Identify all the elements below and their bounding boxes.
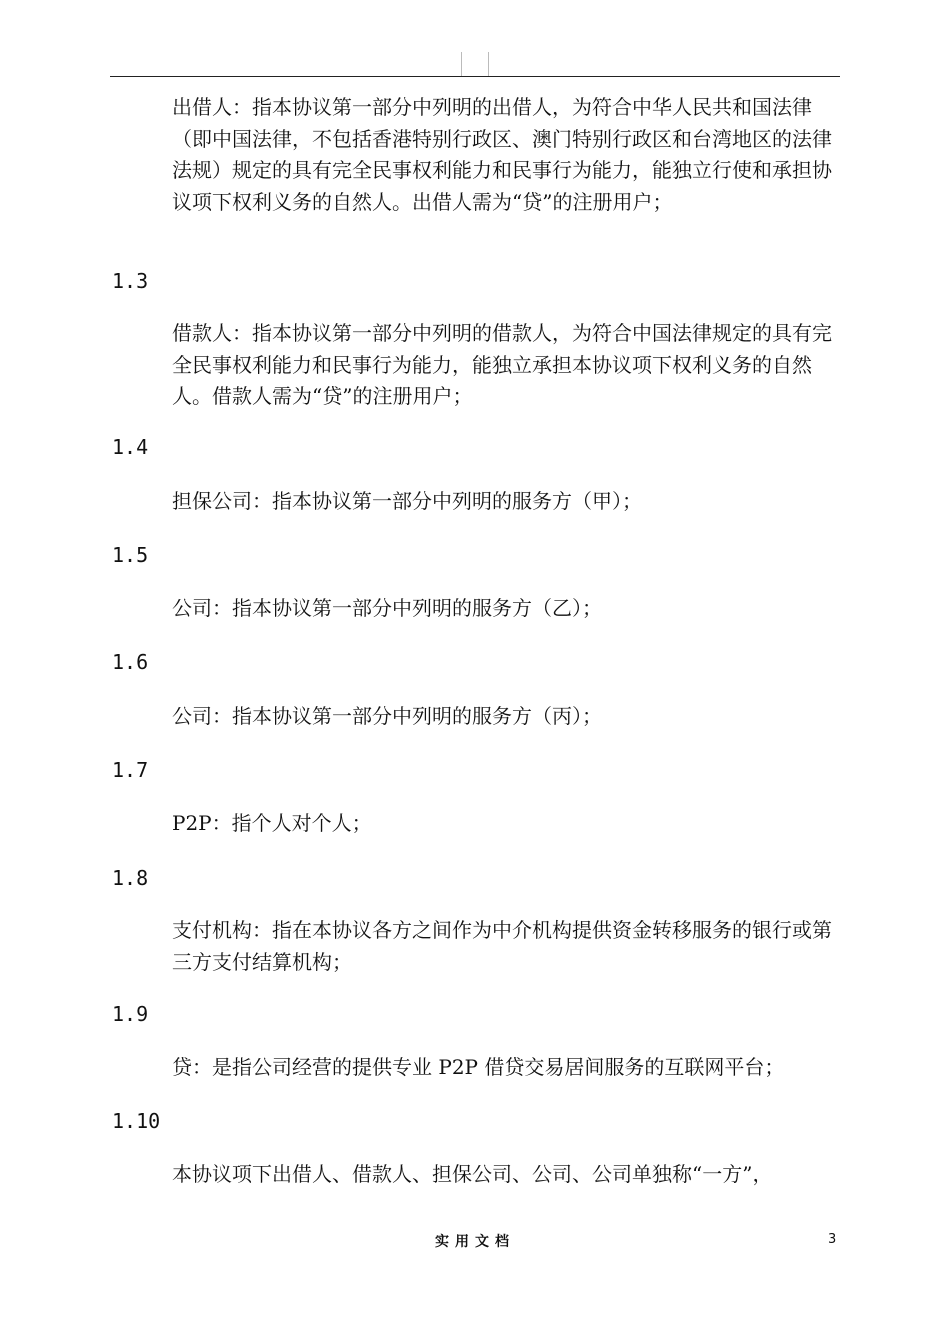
paragraph-borrower: 借款人：指本协议第一部分中列明的借款人，为符合中国法律规定的具有完全民事权利能力和民事行为能力，能独立承担本协议项下权利义务的自然人。借款人需为“贷”的注册用户； <box>172 321 832 408</box>
section-number-1-5: 1.5 <box>112 543 149 567</box>
header-rule <box>110 76 840 77</box>
section-number-1-4: 1.4 <box>112 435 149 459</box>
header-marker <box>461 52 489 76</box>
paragraph-platform: 贷：是指公司经营的提供专业 P2P 借贷交易居间服务的互联网平台； <box>172 1055 785 1079</box>
section-number-1-3: 1.3 <box>112 269 149 293</box>
paragraph-guarantor: 担保公司：指本协议第一部分中列明的服务方（甲）； <box>172 489 642 513</box>
paragraph-company-b: 公司：指本协议第一部分中列明的服务方（乙）； <box>172 596 602 620</box>
section-number-1-8: 1.8 <box>112 866 149 890</box>
paragraph-payment-institution: 支付机构：指在本协议各方之间作为中介机构提供资金转移服务的银行或第三方支付结算机构； <box>172 918 832 974</box>
section-number-1-7: 1.7 <box>112 758 149 782</box>
section-number-1-9: 1.9 <box>112 1002 149 1026</box>
section-number-1-6: 1.6 <box>112 650 149 674</box>
section-number-1-10: 1.10 <box>112 1109 161 1133</box>
footer-label: 实用文档 <box>435 1234 515 1250</box>
paragraph-lender: 出借人：指本协议第一部分中列明的出借人，为符合中华人民共和国法律（即中国法律，不包括香港特别行政区、澳门特别行政区和台湾地区的法律法规）规定的具有完全民事权利能力和民事行为能力，能独立行使和承担协议项下权利义务的自然人。出借人需为“贷”的注册用户； <box>172 95 832 214</box>
paragraph-p2p: P2P：指个人对个人； <box>172 811 372 835</box>
page-number: 3 <box>828 1232 837 1247</box>
paragraph-company-c: 公司：指本协议第一部分中列明的服务方（丙）； <box>172 704 602 728</box>
paragraph-parties: 本协议项下出借人、借款人、担保公司、公司、公司单独称“一方”， <box>172 1162 773 1186</box>
